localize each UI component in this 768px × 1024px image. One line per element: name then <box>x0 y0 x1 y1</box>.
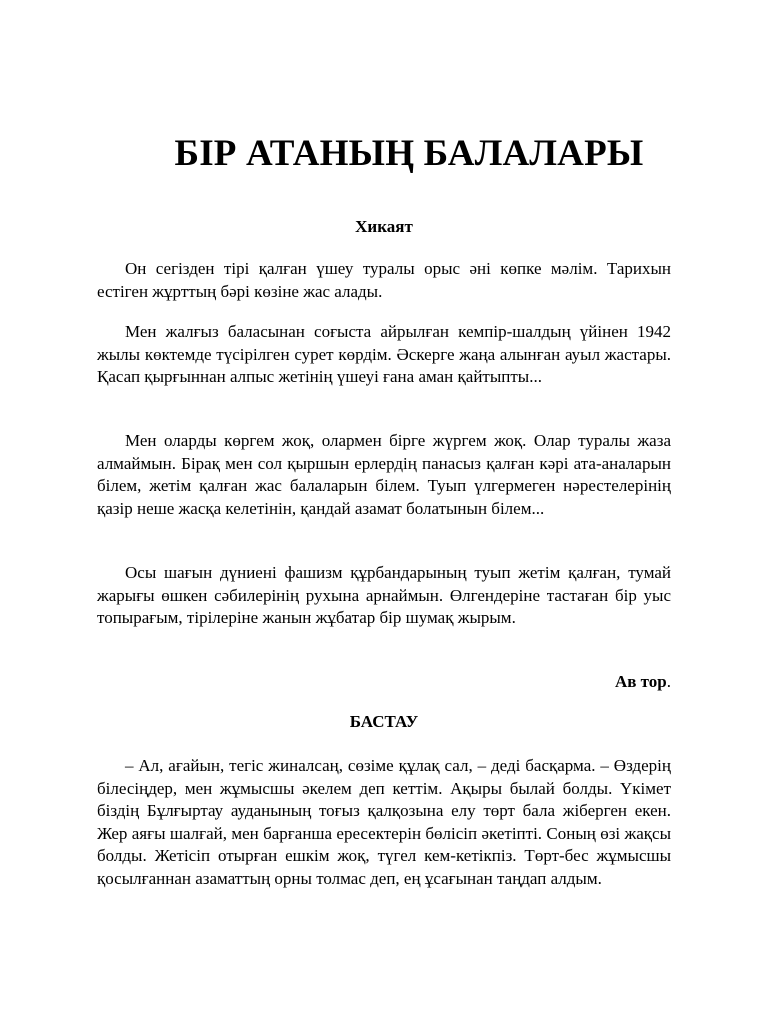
section-paragraph-1: – Ал, ағайын, тегіс жиналсаң, сөзіме құлақ сал, – деді басқарма. – Өздерің білесіңдер, мен жұмысшы әкелем деп кеттім. Ақыры былай болды. Үкімет біздің Бұлғыртау ауданының тоғыз қалқозына елу төрт бала жіберген екен. Жер аяғы шалғай, мен барғанша ересектерін бөлісіп әкетіпті. Соның өзі жақсы болды. Жетісіп отырған ешкім жоқ, түгел кем-кетікпіз. Төрт-бес жұмысшы қосылғаннан азаматтың орны толмас деп, ең ұсағынан таңдап алдым. <box>97 756 671 888</box>
intro-paragraph-3: Мен оларды көргем жоқ, олармен бірге жүргем жоқ. Олар туралы жаза алмаймын. Бірақ мен сол қыршын ерлердің панасыз қалған кәрі ата-аналарын білем, жетім қалған жас балаларын білем. Туып үлгермеген нәрестелерінің қазір неше жасқа келетінін, қандай азамат болатынын білем... <box>97 431 671 518</box>
intro-paragraph-2: Мен жалғыз баласынан соғыста айрылған кемпір-шалдың үйінен 1942 жылы көктемде түсірілген сурет көрдім. Әскерге жаңа алынған ауыл жастары. Қасап қырғыннан алпыс жетінің үшеуі ғана аман қайтыпты... <box>97 322 671 386</box>
author-signature-period: . <box>666 672 671 691</box>
intro-paragraph-4: Осы шағын дүниені фашизм құрбандарының туып жетім қалған, тумай жарығы өшкен сәбилерінің рухына арнаймын. Өлгендеріне тастаған бір уыс топырағым, тірілеріне жанын жұбатар бір шумақ жырым. <box>97 563 671 627</box>
intro-paragraph-1: Он сегізден тірі қалған үшеу туралы орыс әні көпке мәлім. Тарихын естіген жұрттың бәрі көзіне жас алады. <box>97 259 671 301</box>
book-title: БІР АТАНЫҢ БАЛАЛАРЫ <box>174 133 644 174</box>
author-signature-text: Ав тор <box>614 672 667 691</box>
subtitle: Хикаят <box>355 217 413 236</box>
section-heading: БАСТАУ <box>349 712 419 731</box>
author-signature <box>615 671 671 694</box>
